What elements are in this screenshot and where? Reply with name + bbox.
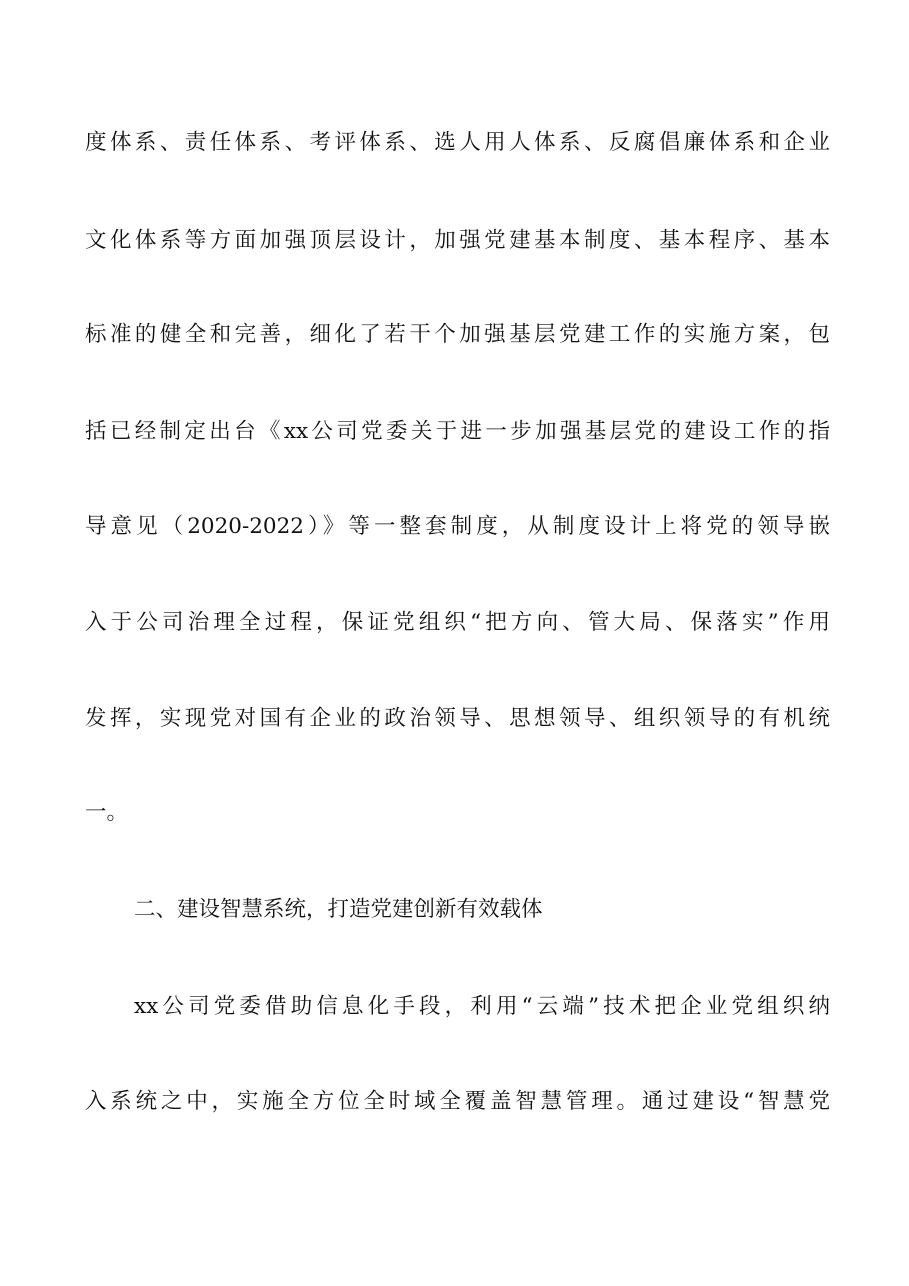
body-text-line: 一。	[85, 800, 129, 825]
section-heading: 二、建设智慧系统，打造党建创新有效载体	[134, 897, 543, 922]
body-text-line: 文化体系等方面加强顶层设计，加强党建基本制度、基本程序、基本	[85, 228, 830, 253]
body-text-line: 括已经制定出台《xx公司党委关于进一步加强基层党的建设工作的指	[85, 419, 830, 444]
body-text-line: 度体系、责任体系、考评体系、选人用人体系、反腐倡廉体系和企业	[85, 130, 830, 155]
body-text-line: 发挥，实现党对国有企业的政治领导、思想领导、组织领导的有机统	[85, 706, 830, 731]
body-text-line: 入于公司治理全过程，保证党组织“把方向、管大局、保落实”作用	[85, 610, 830, 635]
body-text-line: 导意见（2020-2022）》等一整套制度，从制度设计上将党的领导嵌	[85, 514, 830, 539]
body-text-line: 标准的健全和完善，细化了若干个加强基层党建工作的实施方案，包	[85, 322, 830, 347]
body-text-line: 入系统之中，实施全方位全时域全覆盖智慧管理。通过建设“智慧党	[85, 1089, 830, 1114]
body-text-line: xx公司党委借助信息化手段，利用“云端”技术把企业党组织纳	[134, 994, 830, 1019]
